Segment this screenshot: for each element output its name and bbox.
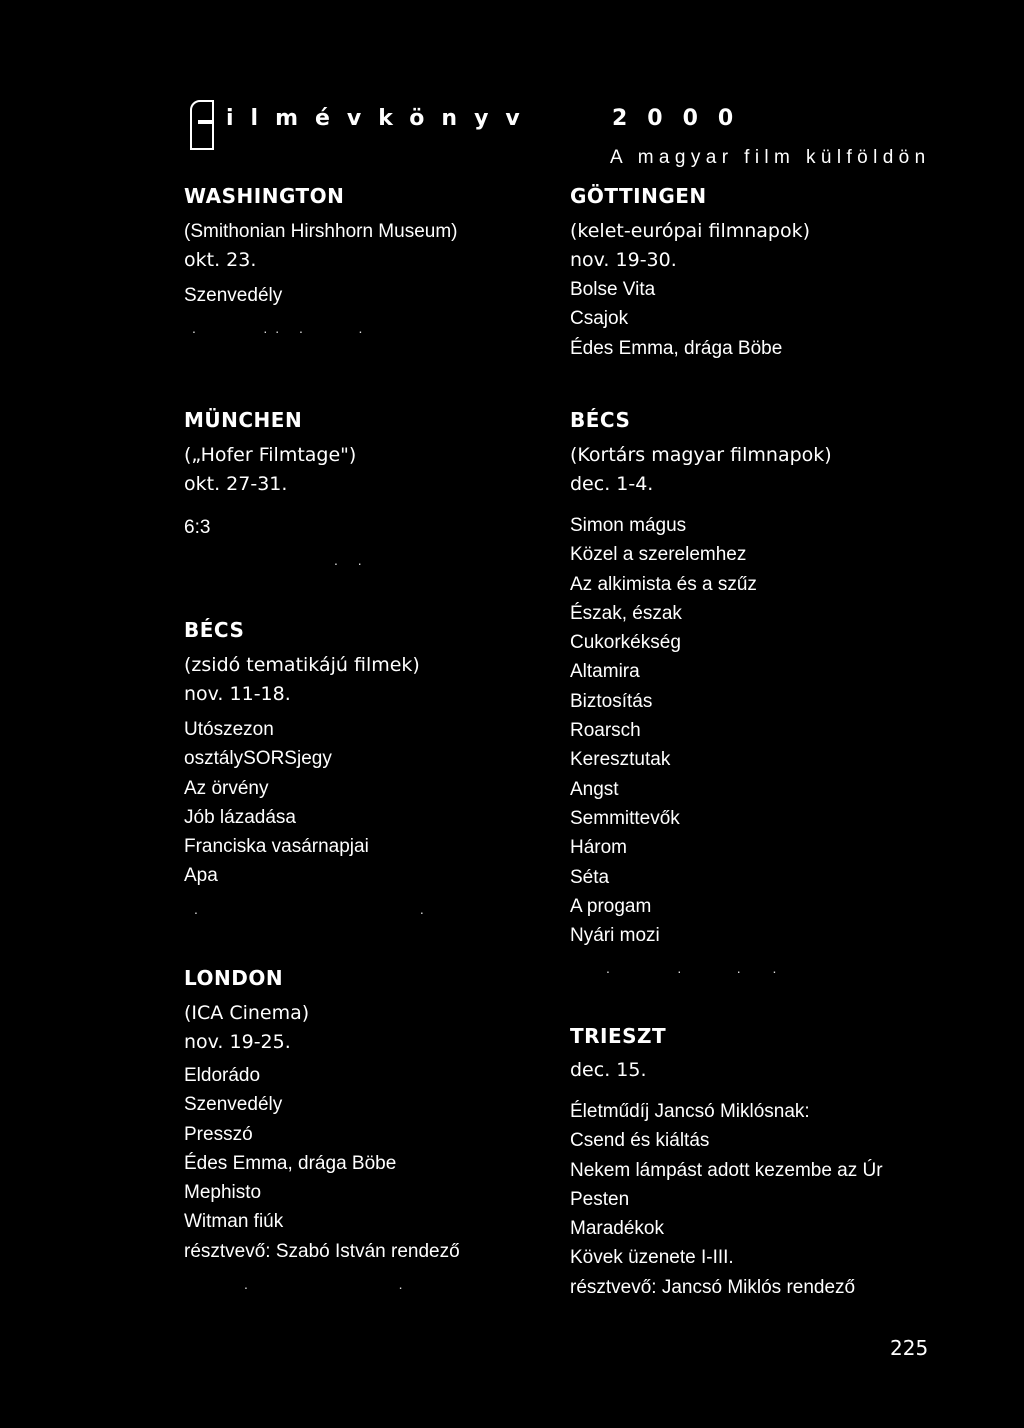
film-list [184,281,458,310]
film-title: 6:3 [184,517,211,538]
film-title: Nyári mozi [570,925,660,947]
running-year: 2000 [612,106,754,131]
film-list [184,1061,460,1266]
film-title: Maradékok [570,1218,664,1240]
date: nov. 19-25. [184,1031,291,1053]
dot-separator: . . [244,1276,411,1293]
film-title: Eldorádo [184,1065,261,1086]
page-number: 225 [890,1336,929,1360]
film-title: Szenvedély [184,285,283,306]
venue: (Kortárs magyar filmnapok) [570,444,832,466]
film-title: A progam [570,895,652,917]
film-title: Kövek üzenete I-III. [570,1247,734,1269]
section-becs-zsido [184,618,432,919]
date: nov. 11-18. [184,683,291,705]
film-title: Franciska vasárnapjai [184,836,369,858]
film-title: osztálySORSjegy [184,748,332,770]
film-title: Három [570,837,628,859]
venue: (ICA Cinema) [184,1002,310,1024]
film-title: Simon mágus [570,515,687,536]
film-list [184,715,432,891]
film-title: Utószezon [184,719,274,740]
date: dec. 1-4. [570,473,654,495]
participant-note: résztvevő: Jancsó Miklós rendező [570,1276,856,1298]
city-heading: BÉCS [184,618,245,642]
film-title: Mephisto [184,1182,262,1204]
film-title: Édes Emma, drága Böbe [184,1152,397,1174]
award-note: Életműdíj Jancsó Miklósnak: [570,1101,810,1122]
film-title: Roarsch [570,720,641,742]
logo-f-icon [190,100,214,150]
section-trieszt [570,1024,883,1302]
film-title: Pesten [570,1188,630,1210]
film-title: Édes Emma, drága Böbe [570,337,783,359]
film-title: Az örvény [184,777,269,799]
film-title: Csend és kiáltás [570,1130,710,1152]
venue: (zsidó tematikájú filmek) [184,654,420,676]
film-title: Közel a szerelemhez [570,544,747,566]
section-washington [184,184,458,338]
running-title: ilmévkönyv [226,106,537,131]
venue: (kelet-európai filmnapok) [570,220,811,242]
venue: („Hofer Filmtage") [184,444,357,466]
film-title: Az alkimista és a szűz [570,573,757,595]
film-title: Presszó [184,1123,253,1145]
section-munchen [184,408,370,570]
film-title: Angst [570,778,619,800]
film-title: Szenvedély [184,1094,283,1116]
film-title: Csajok [570,308,629,330]
film-title: Cukorkékség [570,632,681,654]
film-title: Észak, észak [570,602,682,624]
section-london [184,966,460,1294]
film-title: Jób lázadása [184,806,296,828]
city-heading: BÉCS [570,408,631,432]
dot-separator: . . . . [606,960,785,977]
section-subtitle: A magyar film külföldön [610,147,931,168]
dot-separator: . . [334,552,370,569]
date: dec. 15. [570,1059,647,1081]
section-becs-kortars [570,408,832,978]
film-title: Apa [184,865,218,887]
date: okt. 23. [184,249,257,271]
section-gottingen [570,184,810,363]
film-title: Nekem lámpást adott kezembe az Úr [570,1159,883,1181]
city-heading: LONDON [184,966,284,990]
city-heading: WASHINGTON [184,184,345,208]
film-list [184,513,370,542]
film-list [570,1097,883,1302]
film-list [570,511,832,950]
film-title: Witman fiúk [184,1211,284,1233]
dot-separator: . . [194,900,432,917]
city-heading: GÖTTINGEN [570,184,707,208]
dot-separator: . .. . . [192,320,371,337]
film-title: Semmittevők [570,807,680,829]
film-title: Altamira [570,661,640,683]
film-title: Séta [570,866,610,888]
date: okt. 27-31. [184,473,288,495]
city-heading: MÜNCHEN [184,408,303,432]
film-list [570,275,810,363]
date: nov. 19-30. [570,249,677,271]
film-title: Bolse Vita [570,279,656,300]
participant-note: résztvevő: Szabó István rendező [184,1240,460,1262]
venue: (Smithonian Hirshhorn Museum) [184,221,458,242]
film-title: Biztosítás [570,690,653,712]
film-title: Keresztutak [570,749,671,771]
city-heading: TRIESZT [570,1024,667,1048]
